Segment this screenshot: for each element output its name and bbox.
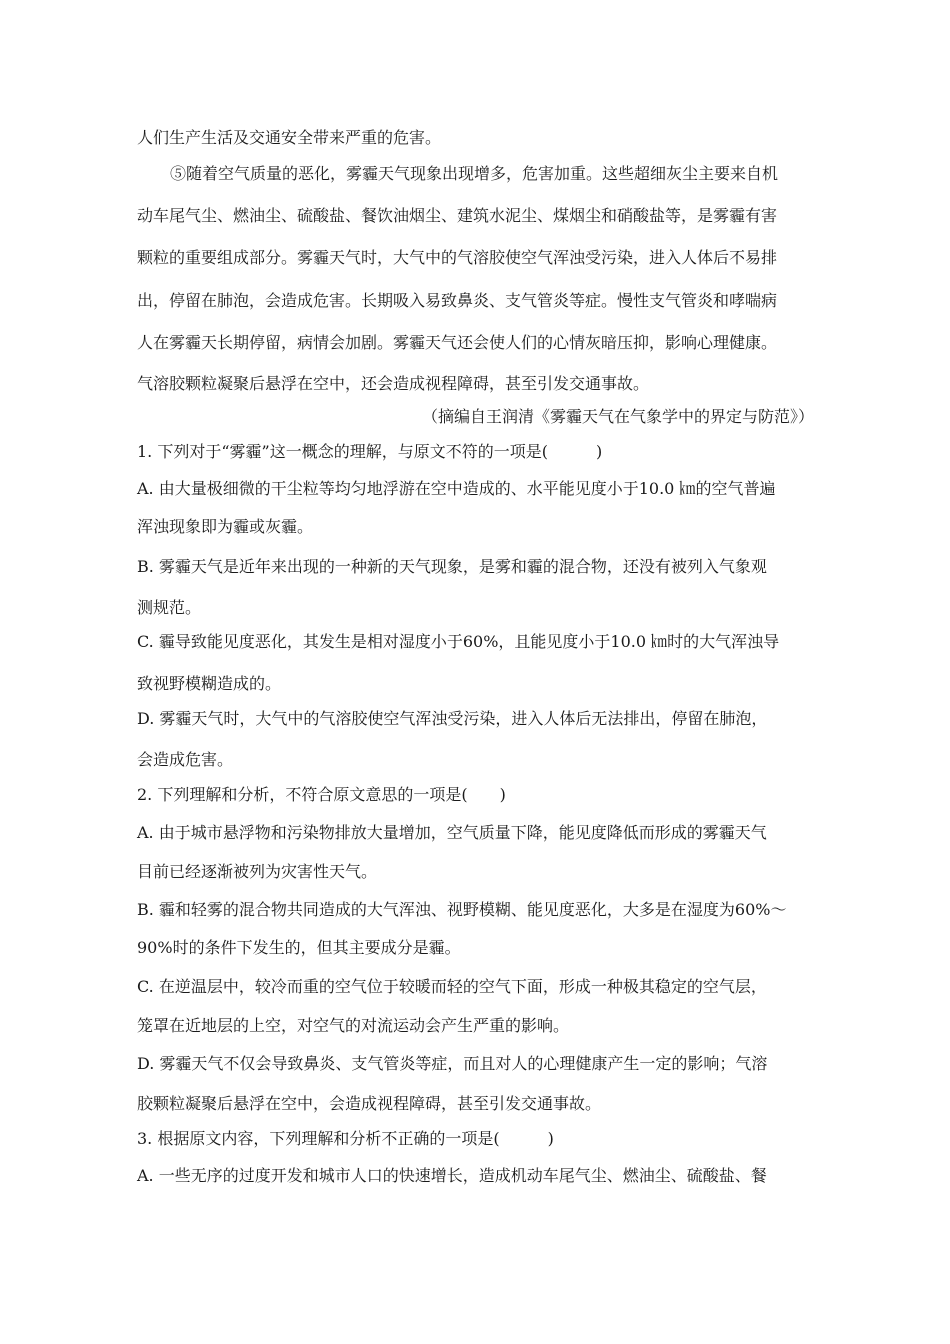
option-a: A. 由于城市悬浮物和污染物排放大量增加，空气质量下降，能见度降低而形成的雾霾天气 xyxy=(137,823,767,842)
question-stem: 3. 根据原文内容，下列理解和分析不正确的一项是( ) xyxy=(137,1129,554,1148)
option-a: A. 由大量极细微的干尘粒等均匀地浮游在空中造成的、水平能见度小于10.0 ㎞的空气普遍 xyxy=(137,479,776,498)
option-continuation: 测规范。 xyxy=(137,598,202,617)
option-continuation: 目前已经逐渐被列为灾害性天气。 xyxy=(137,862,378,881)
option-d: D. 雾霾天气不仅会导致鼻炎、支气管炎等症，而且对人的心理健康产生一定的影响；气溶 xyxy=(137,1054,768,1073)
passage-line: 人们生产生活及交通安全带来严重的危害。 xyxy=(137,128,442,147)
passage-source: （摘编自王润清《雾霾天气在气象学中的界定与防范》） xyxy=(421,407,814,426)
passage-paragraph-start: ⑤随着空气质量的恶化，雾霾天气现象出现增多，危害加重。这些超细灰尘主要来自机 xyxy=(170,164,779,183)
option-b: B. 霾和轻雾的混合物共同造成的大气浑浊、视野模糊、能见度恶化，大多是在湿度为60%～ xyxy=(137,900,787,919)
passage-line: 出，停留在肺泡，会造成危害。长期吸入易致鼻炎、支气管炎等症。慢性支气管炎和哮喘病 xyxy=(137,291,778,310)
passage-line: 人在雾霾天长期停留，病情会加剧。雾霾天气还会使人们的心情灰暗压抑，影响心理健康。 xyxy=(137,333,778,352)
option-continuation: 胶颗粒凝聚后悬浮在空中，会造成视程障碍，甚至引发交通事故。 xyxy=(137,1094,602,1113)
passage-line: 颗粒的重要组成部分。雾霾天气时，大气中的气溶胶使空气浑浊受污染，进入人体后不易排 xyxy=(137,248,778,267)
option-continuation: 致视野模糊造成的。 xyxy=(137,674,282,693)
question-stem: 1. 下列对于“雾霾”这一概念的理解，与原文不符的一项是( ) xyxy=(137,442,603,461)
option-b: B. 雾霾天气是近年来出现的一种新的天气现象，是雾和霾的混合物，还没有被列入气象观 xyxy=(137,557,767,576)
option-continuation: 浑浊现象即为霾或灰霾。 xyxy=(137,517,314,536)
option-continuation: 会造成危害。 xyxy=(137,750,234,769)
option-continuation: 90%时的条件下发生的，但其主要成分是霾。 xyxy=(137,938,461,957)
option-c: C. 霾导致能见度恶化，其发生是相对湿度小于60%，且能见度小于10.0 ㎞时的大气浑浊导 xyxy=(137,632,780,651)
option-continuation: 笼罩在近地层的上空，对空气的对流运动会产生严重的影响。 xyxy=(137,1016,570,1035)
passage-line: 动车尾气尘、燃油尘、硫酸盐、餐饮油烟尘、建筑水泥尘、煤烟尘和硝酸盐等，是雾霾有害 xyxy=(137,206,778,225)
question-stem: 2. 下列理解和分析，不符合原文意思的一项是( ) xyxy=(137,785,506,804)
passage-line: 气溶胶颗粒凝聚后悬浮在空中，还会造成视程障碍，甚至引发交通事故。 xyxy=(137,374,650,393)
option-c: C. 在逆温层中，较冷而重的空气位于较暖而轻的空气下面，形成一种极其稳定的空气层， xyxy=(137,977,767,996)
option-d: D. 雾霾天气时，大气中的气溶胶使空气浑浊受污染，进入人体后无法排出，停留在肺泡， xyxy=(137,709,768,728)
option-a: A. 一些无序的过度开发和城市人口的快速增长，造成机动车尾气尘、燃油尘、硫酸盐、餐 xyxy=(137,1166,767,1185)
